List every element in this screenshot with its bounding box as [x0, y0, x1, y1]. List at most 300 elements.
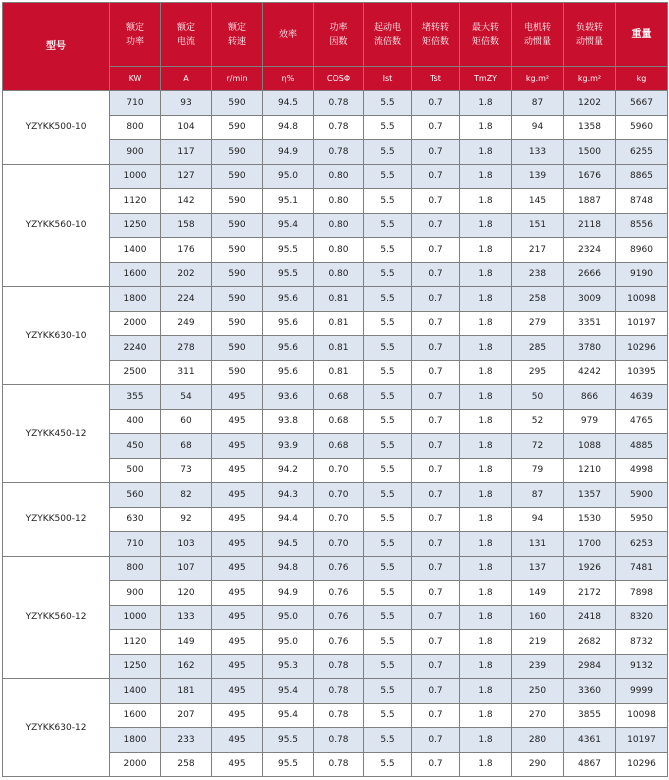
data-cell: 95.4: [263, 213, 314, 238]
data-cell: 0.78: [314, 679, 364, 704]
data-cell: 1.8: [460, 213, 512, 238]
data-cell: 1250: [110, 213, 161, 238]
data-cell: 0.81: [314, 360, 364, 385]
data-cell: 94.5: [263, 91, 314, 116]
data-cell: 495: [212, 483, 263, 508]
data-cell: 2118: [564, 213, 616, 238]
data-cell: 3009: [564, 287, 616, 312]
data-cell: 0.7: [412, 532, 460, 557]
data-cell: 5.5: [364, 556, 412, 581]
data-cell: 0.81: [314, 336, 364, 361]
data-cell: 0.7: [412, 752, 460, 777]
data-cell: 1.8: [460, 311, 512, 336]
header-cell: [161, 3, 212, 67]
data-cell: 95.6: [263, 336, 314, 361]
header-text: 额定: [125, 22, 144, 33]
data-cell: 1.8: [460, 507, 512, 532]
data-cell: 95.6: [263, 287, 314, 312]
data-cell: 495: [212, 752, 263, 777]
data-cell: 4242: [564, 360, 616, 385]
header-text: 额定: [176, 22, 195, 33]
unit-cell: kg: [616, 67, 668, 91]
data-cell: 1926: [564, 556, 616, 581]
data-cell: 5.5: [364, 752, 412, 777]
data-cell: 94.9: [263, 581, 314, 606]
table-row: [3, 385, 668, 410]
data-cell: 1.8: [460, 336, 512, 361]
data-cell: 4867: [564, 752, 616, 777]
data-cell: 1120: [110, 189, 161, 214]
data-cell: 495: [212, 654, 263, 679]
data-cell: 1.8: [460, 458, 512, 483]
data-cell: 52: [512, 409, 564, 434]
data-cell: 590: [212, 287, 263, 312]
data-cell: 0.68: [314, 434, 364, 459]
data-cell: 4639: [616, 385, 668, 410]
data-cell: 590: [212, 238, 263, 263]
data-cell: 5.5: [364, 385, 412, 410]
data-cell: 0.7: [412, 679, 460, 704]
data-cell: 0.76: [314, 581, 364, 606]
data-cell: 495: [212, 458, 263, 483]
table-row: [3, 483, 668, 508]
data-cell: 0.78: [314, 728, 364, 753]
data-cell: 0.7: [412, 728, 460, 753]
data-cell: 0.76: [314, 605, 364, 630]
data-cell: 5.5: [364, 532, 412, 557]
data-cell: 0.7: [412, 360, 460, 385]
data-cell: 95.4: [263, 703, 314, 728]
data-cell: 0.7: [412, 630, 460, 655]
header-text: 功率: [329, 22, 348, 33]
data-cell: 8732: [616, 630, 668, 655]
data-cell: 0.7: [412, 91, 460, 116]
data-cell: 590: [212, 91, 263, 116]
data-cell: 495: [212, 532, 263, 557]
header-cell: [110, 3, 161, 67]
data-cell: 5.5: [364, 213, 412, 238]
header-text: 最大转: [471, 22, 499, 33]
unit-cell: COSΦ: [314, 67, 364, 91]
data-cell: 2324: [564, 238, 616, 263]
data-cell: 1.8: [460, 581, 512, 606]
data-cell: 495: [212, 679, 263, 704]
data-cell: 1600: [110, 703, 161, 728]
data-cell: 8960: [616, 238, 668, 263]
data-cell: 5.5: [364, 458, 412, 483]
table-row: [3, 164, 668, 189]
data-cell: 400: [110, 409, 161, 434]
data-cell: 1.8: [460, 654, 512, 679]
data-cell: 9132: [616, 654, 668, 679]
unit-cell: KW: [110, 67, 161, 91]
data-cell: 1.8: [460, 556, 512, 581]
data-cell: 5.5: [364, 679, 412, 704]
header-text: 效率: [278, 29, 297, 40]
data-cell: 1.8: [460, 140, 512, 165]
data-cell: 495: [212, 728, 263, 753]
data-cell: 590: [212, 189, 263, 214]
data-cell: 2682: [564, 630, 616, 655]
data-cell: 1000: [110, 164, 161, 189]
data-cell: 3855: [564, 703, 616, 728]
data-cell: 1.8: [460, 189, 512, 214]
data-cell: 72: [512, 434, 564, 459]
data-cell: 7481: [616, 556, 668, 581]
data-cell: 207: [161, 703, 212, 728]
header-text: 重量: [631, 28, 652, 40]
header-text: 额定: [227, 22, 246, 33]
data-cell: 94.5: [263, 532, 314, 557]
data-cell: 137: [512, 556, 564, 581]
data-cell: 5.5: [364, 115, 412, 140]
data-cell: 590: [212, 213, 263, 238]
data-cell: 5.5: [364, 311, 412, 336]
data-cell: 238: [512, 262, 564, 287]
model-cell: YZYKK450-12: [3, 385, 110, 483]
data-cell: 95.0: [263, 164, 314, 189]
data-cell: 1800: [110, 728, 161, 753]
data-cell: 5667: [616, 91, 668, 116]
data-cell: 151: [512, 213, 564, 238]
data-cell: 495: [212, 556, 263, 581]
data-cell: 1676: [564, 164, 616, 189]
data-cell: 5.5: [364, 287, 412, 312]
data-cell: 10098: [616, 703, 668, 728]
data-cell: 94.4: [263, 507, 314, 532]
data-cell: 0.68: [314, 409, 364, 434]
header-cell: [364, 3, 412, 67]
header-text: 因数: [329, 36, 348, 47]
data-cell: 4885: [616, 434, 668, 459]
data-cell: 1400: [110, 679, 161, 704]
data-cell: 0.78: [314, 752, 364, 777]
header-text: 负载转: [575, 22, 603, 33]
data-cell: 290: [512, 752, 564, 777]
data-cell: 73: [161, 458, 212, 483]
data-cell: 1.8: [460, 238, 512, 263]
data-cell: 79: [512, 458, 564, 483]
data-cell: 5.5: [364, 140, 412, 165]
data-cell: 82: [161, 483, 212, 508]
data-cell: 239: [512, 654, 564, 679]
model-cell: YZYKK560-12: [3, 556, 110, 679]
header-row: [3, 3, 668, 67]
data-cell: 10197: [616, 311, 668, 336]
data-cell: 149: [512, 581, 564, 606]
data-cell: 0.80: [314, 262, 364, 287]
data-cell: 2418: [564, 605, 616, 630]
data-cell: 1.8: [460, 262, 512, 287]
header-text: 功率: [125, 36, 144, 47]
data-cell: 258: [161, 752, 212, 777]
data-cell: 1887: [564, 189, 616, 214]
data-cell: 1120: [110, 630, 161, 655]
data-cell: 495: [212, 434, 263, 459]
data-cell: 95.6: [263, 360, 314, 385]
table-row: [3, 91, 668, 116]
header-text: 转速: [227, 36, 246, 47]
data-cell: 500: [110, 458, 161, 483]
data-cell: 139: [512, 164, 564, 189]
data-cell: 1800: [110, 287, 161, 312]
data-cell: 1.8: [460, 115, 512, 140]
data-cell: 5.5: [364, 581, 412, 606]
data-cell: 5.5: [364, 434, 412, 459]
header-model: [3, 3, 110, 91]
data-cell: 0.80: [314, 189, 364, 214]
data-cell: 1.8: [460, 91, 512, 116]
data-cell: 0.7: [412, 238, 460, 263]
data-cell: 0.78: [314, 115, 364, 140]
data-cell: 450: [110, 434, 161, 459]
data-cell: 900: [110, 581, 161, 606]
header-text: 流倍数: [373, 36, 401, 47]
data-cell: 0.70: [314, 532, 364, 557]
data-cell: 217: [512, 238, 564, 263]
unit-cell: Tst: [412, 67, 460, 91]
data-cell: 270: [512, 703, 564, 728]
data-cell: 0.78: [314, 703, 364, 728]
data-cell: 5.5: [364, 238, 412, 263]
data-cell: 4998: [616, 458, 668, 483]
data-cell: 1.8: [460, 679, 512, 704]
data-cell: 0.7: [412, 507, 460, 532]
data-cell: 10296: [616, 752, 668, 777]
data-cell: 2500: [110, 360, 161, 385]
header-text: 电流: [176, 36, 195, 47]
header-text: 矩倍数: [471, 36, 499, 47]
data-cell: 1400: [110, 238, 161, 263]
data-cell: 3360: [564, 679, 616, 704]
data-cell: 0.7: [412, 434, 460, 459]
data-cell: 0.70: [314, 483, 364, 508]
data-cell: 0.7: [412, 703, 460, 728]
data-cell: 6255: [616, 140, 668, 165]
data-cell: 6253: [616, 532, 668, 557]
data-cell: 94.8: [263, 556, 314, 581]
unit-cell: Ist: [364, 67, 412, 91]
data-cell: 590: [212, 164, 263, 189]
data-cell: 5960: [616, 115, 668, 140]
data-cell: 181: [161, 679, 212, 704]
data-cell: 94: [512, 507, 564, 532]
data-cell: 0.7: [412, 605, 460, 630]
model-cell: YZYKK500-10: [3, 91, 110, 165]
data-cell: 5.5: [364, 360, 412, 385]
data-cell: 0.76: [314, 556, 364, 581]
data-cell: 0.7: [412, 189, 460, 214]
data-cell: 0.80: [314, 213, 364, 238]
data-cell: 0.7: [412, 409, 460, 434]
data-cell: 162: [161, 654, 212, 679]
data-cell: 710: [110, 532, 161, 557]
data-cell: 87: [512, 483, 564, 508]
data-cell: 10395: [616, 360, 668, 385]
data-cell: 495: [212, 385, 263, 410]
data-cell: 8748: [616, 189, 668, 214]
data-cell: 224: [161, 287, 212, 312]
data-cell: 95.5: [263, 728, 314, 753]
data-cell: 145: [512, 189, 564, 214]
data-cell: 590: [212, 140, 263, 165]
data-cell: 1.8: [460, 728, 512, 753]
data-cell: 54: [161, 385, 212, 410]
data-cell: 95.0: [263, 630, 314, 655]
unit-cell: r/min: [212, 67, 263, 91]
data-cell: 104: [161, 115, 212, 140]
table-row: [3, 679, 668, 704]
data-cell: 590: [212, 360, 263, 385]
data-cell: 149: [161, 630, 212, 655]
data-cell: 160: [512, 605, 564, 630]
model-cell: YZYKK630-12: [3, 679, 110, 777]
data-cell: 1.8: [460, 164, 512, 189]
data-cell: 142: [161, 189, 212, 214]
data-cell: 93.8: [263, 409, 314, 434]
data-cell: 0.7: [412, 164, 460, 189]
data-cell: 127: [161, 164, 212, 189]
data-cell: 8320: [616, 605, 668, 630]
header-text: 动惯量: [523, 36, 551, 47]
data-cell: 2666: [564, 262, 616, 287]
data-cell: 133: [161, 605, 212, 630]
data-cell: 2172: [564, 581, 616, 606]
data-cell: 92: [161, 507, 212, 532]
data-cell: 495: [212, 581, 263, 606]
data-cell: 590: [212, 311, 263, 336]
unit-cell: η%: [263, 67, 314, 91]
header-cell: [412, 3, 460, 67]
data-cell: 120: [161, 581, 212, 606]
data-cell: 278: [161, 336, 212, 361]
data-cell: 0.70: [314, 507, 364, 532]
header-text: 堵转转: [421, 22, 449, 33]
data-cell: 0.7: [412, 385, 460, 410]
data-cell: 590: [212, 115, 263, 140]
data-cell: 9999: [616, 679, 668, 704]
data-cell: 5.5: [364, 164, 412, 189]
data-cell: 1250: [110, 654, 161, 679]
data-cell: 0.7: [412, 483, 460, 508]
data-cell: 590: [212, 336, 263, 361]
data-cell: 219: [512, 630, 564, 655]
data-cell: 0.7: [412, 458, 460, 483]
data-cell: 93.9: [263, 434, 314, 459]
data-cell: 3351: [564, 311, 616, 336]
header-cell: [314, 3, 364, 67]
header-cell: [212, 3, 263, 67]
data-cell: 0.80: [314, 238, 364, 263]
data-cell: 0.7: [412, 556, 460, 581]
data-cell: 3780: [564, 336, 616, 361]
data-cell: 0.81: [314, 311, 364, 336]
data-cell: 5.5: [364, 409, 412, 434]
header-text: 矩倍数: [421, 36, 449, 47]
data-cell: 202: [161, 262, 212, 287]
data-cell: 0.7: [412, 140, 460, 165]
data-cell: 94.2: [263, 458, 314, 483]
data-cell: 95.3: [263, 654, 314, 679]
data-cell: 5.5: [364, 728, 412, 753]
data-cell: 258: [512, 287, 564, 312]
data-cell: 107: [161, 556, 212, 581]
data-cell: 5900: [616, 483, 668, 508]
data-cell: 249: [161, 311, 212, 336]
data-cell: 94.9: [263, 140, 314, 165]
data-cell: 5.5: [364, 483, 412, 508]
data-cell: 10098: [616, 287, 668, 312]
data-cell: 1.8: [460, 360, 512, 385]
data-cell: 0.68: [314, 385, 364, 410]
data-cell: 5.5: [364, 605, 412, 630]
unit-cell: kg.m²: [564, 67, 616, 91]
data-cell: 5.5: [364, 507, 412, 532]
data-cell: 979: [564, 409, 616, 434]
data-cell: 280: [512, 728, 564, 753]
unit-cell: TmZY: [460, 67, 512, 91]
data-cell: 1358: [564, 115, 616, 140]
data-cell: 95.0: [263, 605, 314, 630]
table-row: [3, 287, 668, 312]
data-cell: 1530: [564, 507, 616, 532]
data-cell: 2240: [110, 336, 161, 361]
data-cell: 68: [161, 434, 212, 459]
header-text: 动惯量: [575, 36, 603, 47]
header-cell: [263, 3, 314, 67]
data-cell: 0.70: [314, 458, 364, 483]
data-cell: 158: [161, 213, 212, 238]
data-cell: 0.78: [314, 654, 364, 679]
unit-cell: A: [161, 67, 212, 91]
data-cell: 5.5: [364, 262, 412, 287]
data-cell: 295: [512, 360, 564, 385]
data-cell: 5.5: [364, 91, 412, 116]
data-cell: 1000: [110, 605, 161, 630]
data-cell: 1.8: [460, 385, 512, 410]
data-cell: 2000: [110, 311, 161, 336]
data-cell: 131: [512, 532, 564, 557]
data-cell: 1.8: [460, 409, 512, 434]
data-cell: 95.6: [263, 311, 314, 336]
header-weight: [616, 3, 668, 67]
data-cell: 800: [110, 115, 161, 140]
data-cell: 0.80: [314, 164, 364, 189]
header-cell: [460, 3, 512, 67]
data-cell: 1.8: [460, 532, 512, 557]
data-cell: 233: [161, 728, 212, 753]
data-cell: 2984: [564, 654, 616, 679]
data-cell: 95.5: [263, 752, 314, 777]
data-cell: 0.81: [314, 287, 364, 312]
data-cell: 900: [110, 140, 161, 165]
data-cell: 1.8: [460, 752, 512, 777]
unit-cell: kg.m²: [512, 67, 564, 91]
data-cell: 60: [161, 409, 212, 434]
header-text: 型号: [46, 40, 66, 52]
data-cell: 5.5: [364, 189, 412, 214]
data-cell: 176: [161, 238, 212, 263]
data-cell: 495: [212, 605, 263, 630]
data-cell: 5.5: [364, 630, 412, 655]
data-cell: 1.8: [460, 630, 512, 655]
data-cell: 10296: [616, 336, 668, 361]
data-cell: 1357: [564, 483, 616, 508]
table-row: [3, 556, 668, 581]
data-cell: 7898: [616, 581, 668, 606]
data-cell: 1210: [564, 458, 616, 483]
data-cell: 0.78: [314, 140, 364, 165]
